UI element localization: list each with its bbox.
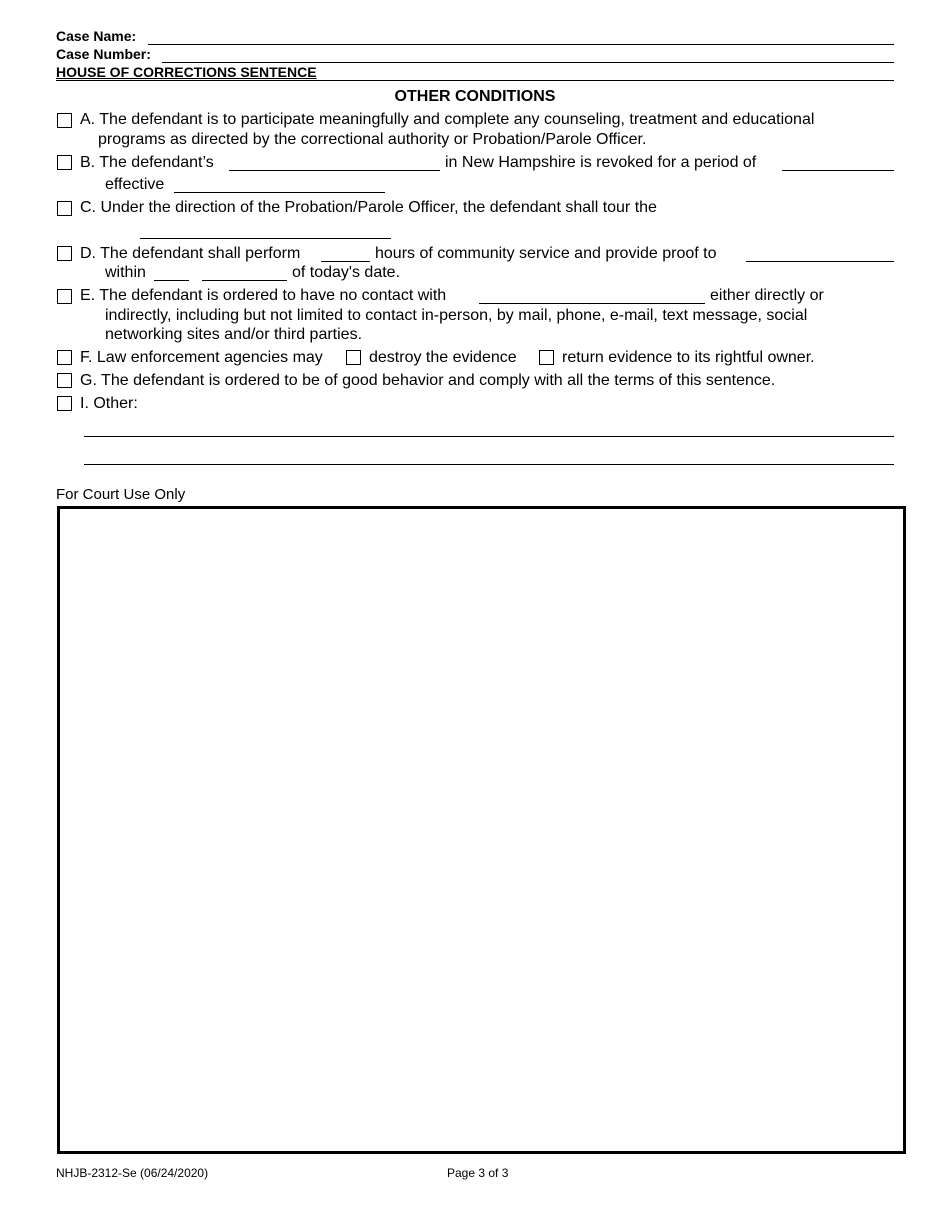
case-name-field[interactable]: [148, 44, 894, 45]
case-name-label: Case Name:: [56, 28, 137, 44]
condition-b-part3: effective: [105, 176, 165, 193]
proof-recipient-field[interactable]: [746, 261, 894, 262]
effective-date-field[interactable]: [174, 192, 385, 193]
condition-i-label: I. Other:: [80, 395, 138, 412]
header-rule: [56, 80, 894, 81]
checkbox-i[interactable]: [57, 396, 72, 411]
form-number: NHJB-2312-Se (06/24/2020): [56, 1166, 209, 1180]
tour-facility-field[interactable]: [140, 238, 391, 239]
section-title: OTHER CONDITIONS: [394, 88, 556, 105]
condition-e-line3: networking sites and/or third parties.: [105, 326, 363, 343]
no-contact-name-field[interactable]: [479, 303, 705, 304]
court-use-box: [57, 506, 906, 1154]
checkbox-g[interactable]: [57, 373, 72, 388]
checkbox-d[interactable]: [57, 246, 72, 261]
condition-d-part4: of today's date.: [292, 264, 401, 281]
condition-d-part3: within: [105, 264, 146, 281]
form-title: HOUSE OF CORRECTIONS SENTENCE: [56, 64, 317, 80]
other-line-1[interactable]: [84, 436, 894, 437]
license-type-field[interactable]: [229, 170, 440, 171]
court-use-label: For Court Use Only: [56, 486, 186, 503]
condition-e-part1: E. The defendant is ordered to have no contact with: [80, 287, 447, 304]
checkbox-b[interactable]: [57, 155, 72, 170]
case-number-label: Case Number:: [56, 46, 151, 62]
option-destroy-evidence: destroy the evidence: [369, 349, 517, 366]
condition-d-part2: hours of community service and provide proof to: [375, 245, 717, 262]
checkbox-a[interactable]: [57, 113, 72, 128]
condition-a-line1: A. The defendant is to participate meaningfully and complete any counseling, treatment and educational: [80, 111, 815, 128]
condition-b-part1: B. The defendant’s: [80, 154, 214, 171]
other-line-2[interactable]: [84, 464, 894, 465]
condition-a-line2: programs as directed by the correctional authority or Probation/Parole Officer.: [98, 131, 647, 148]
checkbox-f[interactable]: [57, 350, 72, 365]
within-unit-field[interactable]: [202, 280, 287, 281]
checkbox-destroy-evidence[interactable]: [346, 350, 361, 365]
condition-b-part2: in New Hampshire is revoked for a period of: [445, 154, 757, 171]
condition-e-part2: either directly or: [710, 287, 824, 304]
within-number-field[interactable]: [154, 280, 189, 281]
service-hours-field[interactable]: [321, 261, 370, 262]
option-return-evidence: return evidence to its rightful owner.: [562, 349, 815, 366]
condition-c-line1: C. Under the direction of the Probation/Parole Officer, the defendant shall tour the: [80, 199, 657, 216]
condition-e-line2: indirectly, including but not limited to contact in-person, by mail, phone, e-mail, text message, social: [105, 307, 808, 324]
case-number-field[interactable]: [162, 62, 894, 63]
condition-d-part1: D. The defendant shall perform: [80, 245, 301, 262]
checkbox-return-evidence[interactable]: [539, 350, 554, 365]
page-number: Page 3 of 3: [447, 1166, 509, 1180]
checkbox-c[interactable]: [57, 201, 72, 216]
condition-f-part1: F. Law enforcement agencies may: [80, 349, 323, 366]
condition-g-line1: G. The defendant is ordered to be of good behavior and comply with all the terms of this sentence.: [80, 372, 776, 389]
checkbox-e[interactable]: [57, 289, 72, 304]
revocation-period-field[interactable]: [782, 170, 894, 171]
